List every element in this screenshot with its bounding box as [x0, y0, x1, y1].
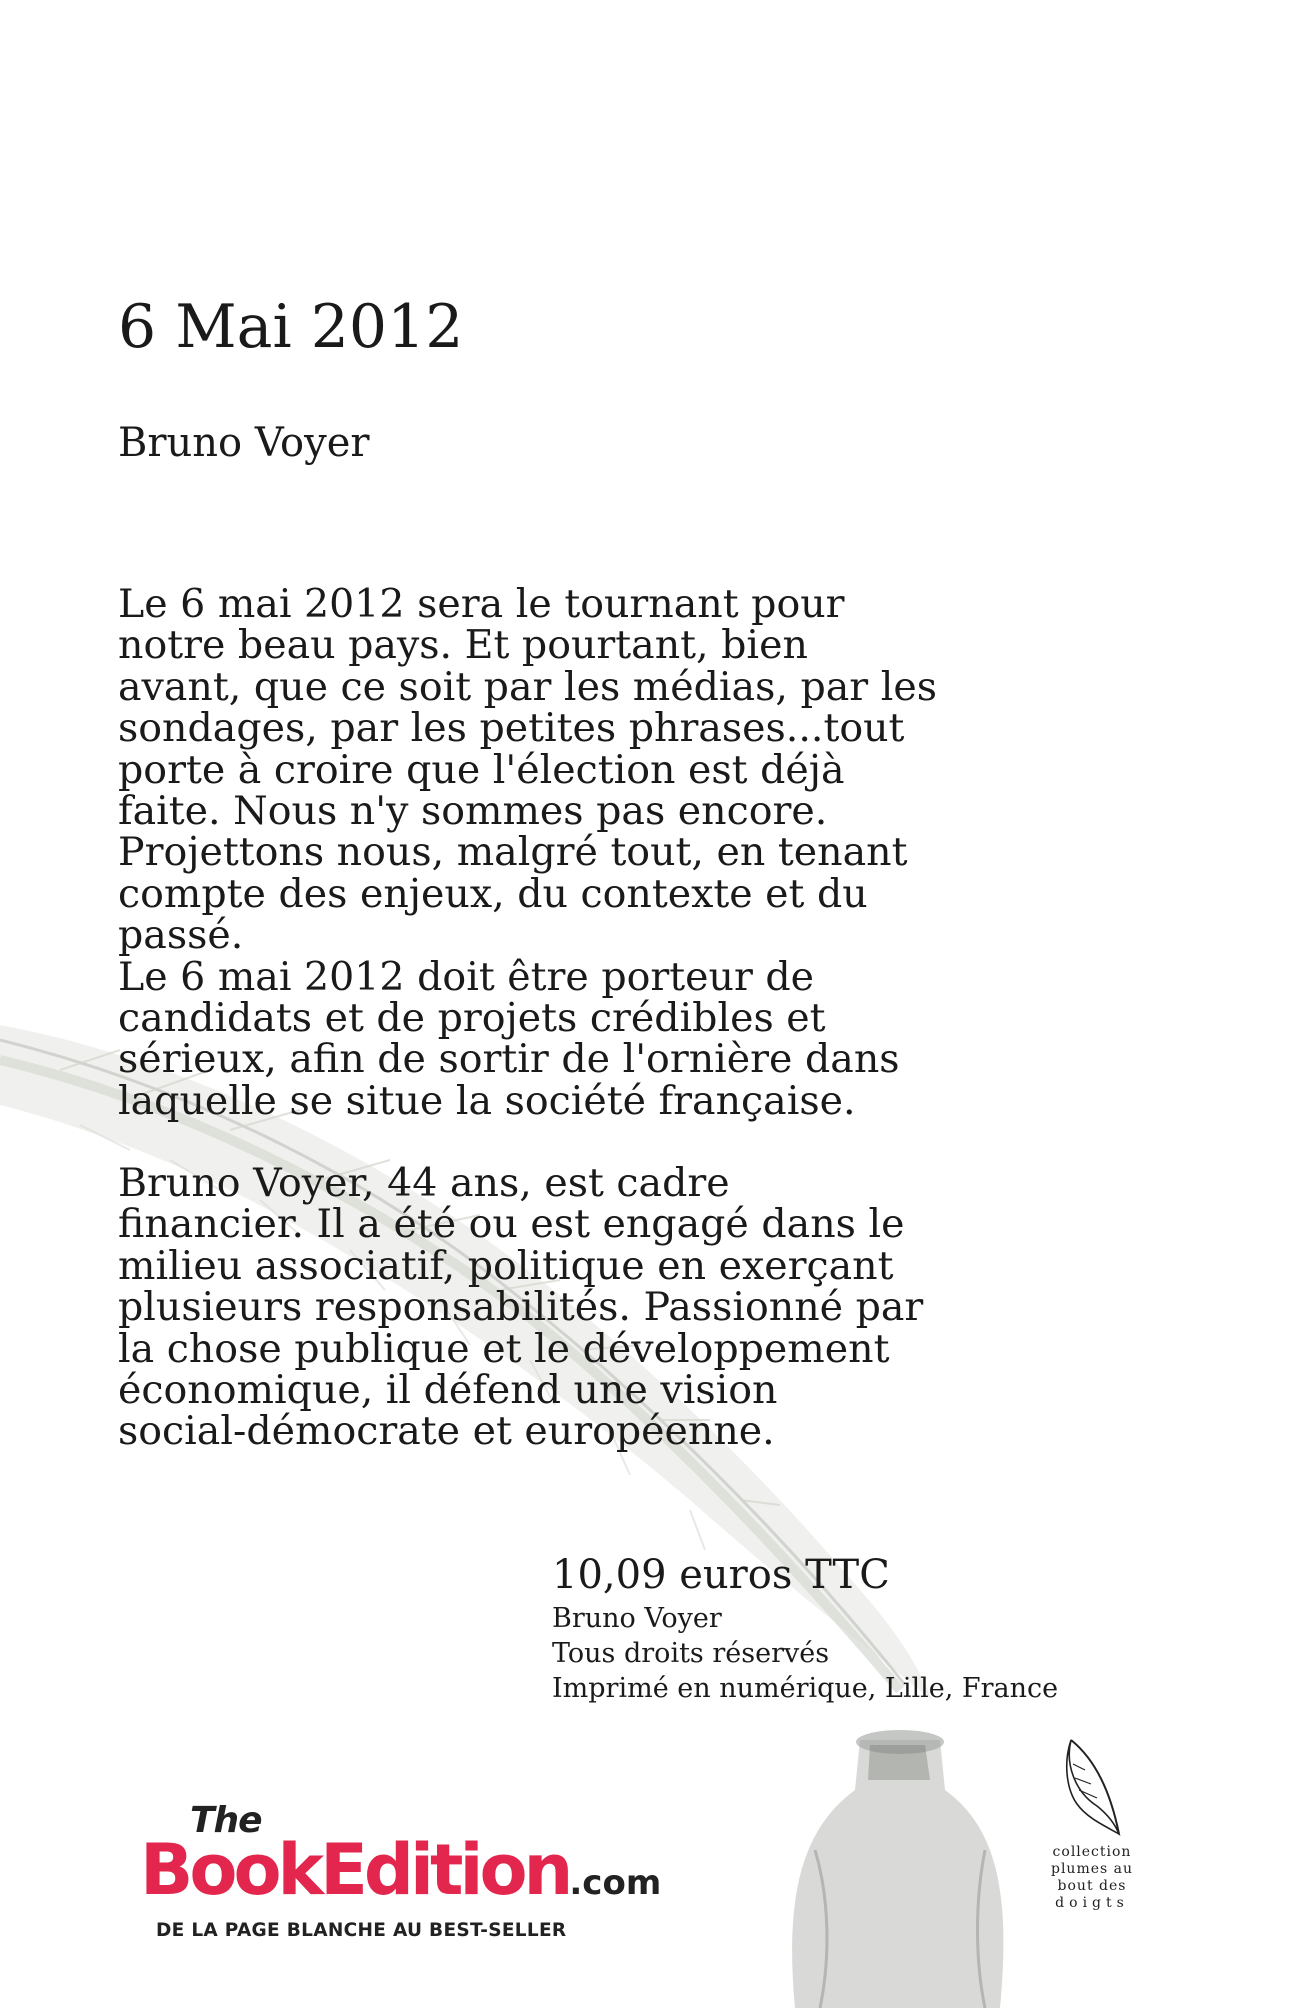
feather-icon: [1057, 1734, 1127, 1844]
collection-line: collection: [1052, 1844, 1132, 1860]
bio-line: milieu associatif, politique en exerçant: [118, 1242, 894, 1289]
author-bio: [118, 1160, 998, 1455]
imprint-author: Bruno Voyer: [552, 1603, 722, 1634]
price: 10,09 euros TTC: [552, 1552, 890, 1598]
imprint-rights: Tous droits réservés: [552, 1638, 830, 1669]
imprint-printed: Imprimé en numérique, Lille, France: [552, 1673, 1059, 1704]
summary-line: avant, que ce soit par les médias, par les: [118, 663, 938, 710]
summary-line: laquelle se situe la société française.: [118, 1077, 856, 1124]
collection-line: bout des: [1057, 1878, 1127, 1894]
summary-line: Projettons nous, malgré tout, en tenant: [118, 829, 908, 876]
bio-line: social-démocrate et européenne.: [118, 1408, 775, 1455]
bio-line: économique, il défend une vision: [118, 1367, 778, 1414]
bio-line: la chose publique et le développement: [118, 1325, 890, 1372]
summary-line: faite. Nous n'y sommes pas encore.: [118, 788, 828, 835]
collection-line: plumes au: [1050, 1861, 1133, 1877]
summary-line: compte des enjeux, du contexte et du: [118, 870, 868, 917]
publisher-logo-name: [140, 1830, 661, 1923]
publisher-logo-the: The: [190, 1800, 262, 1841]
summary-line: passé.: [118, 912, 244, 959]
summary-line: Le 6 mai 2012 doit être porteur de: [118, 953, 815, 1000]
bio-line: plusieurs responsabilités. Passionné par: [118, 1284, 924, 1331]
publisher-tagline: DE LA PAGE BLANCHE AU BEST-SELLER: [156, 1920, 567, 1941]
author-name: Bruno Voyer: [118, 420, 370, 466]
summary-line: sondages, par les petites phrases...tout: [118, 705, 905, 752]
collection-name: [1032, 1844, 1152, 1912]
collection-logo: [1032, 1734, 1152, 1912]
summary-line: Le 6 mai 2012 sera le tournant pour: [118, 581, 845, 627]
price-imprint-block: [552, 1549, 1058, 1706]
book-title: 6 Mai 2012: [118, 292, 464, 362]
summary-line: sérieux, afin de sortir de l'ornière dans: [118, 1036, 900, 1083]
summary-line: candidats et de projets crédibles et: [118, 995, 826, 1042]
publisher-name: BookEdition: [140, 1829, 570, 1911]
bio-line: Bruno Voyer, 44 ans, est cadre: [118, 1160, 730, 1206]
summary-line: notre beau pays. Et pourtant, bien: [118, 622, 808, 669]
bio-line: financier. Il a été ou est engagé dans le: [118, 1201, 905, 1248]
summary-line: porte à croire que l'élection est déjà: [118, 746, 845, 793]
book-summary: [118, 581, 998, 1124]
publisher-domain: .com: [569, 1863, 662, 1903]
collection-line: doigts: [1055, 1895, 1129, 1911]
